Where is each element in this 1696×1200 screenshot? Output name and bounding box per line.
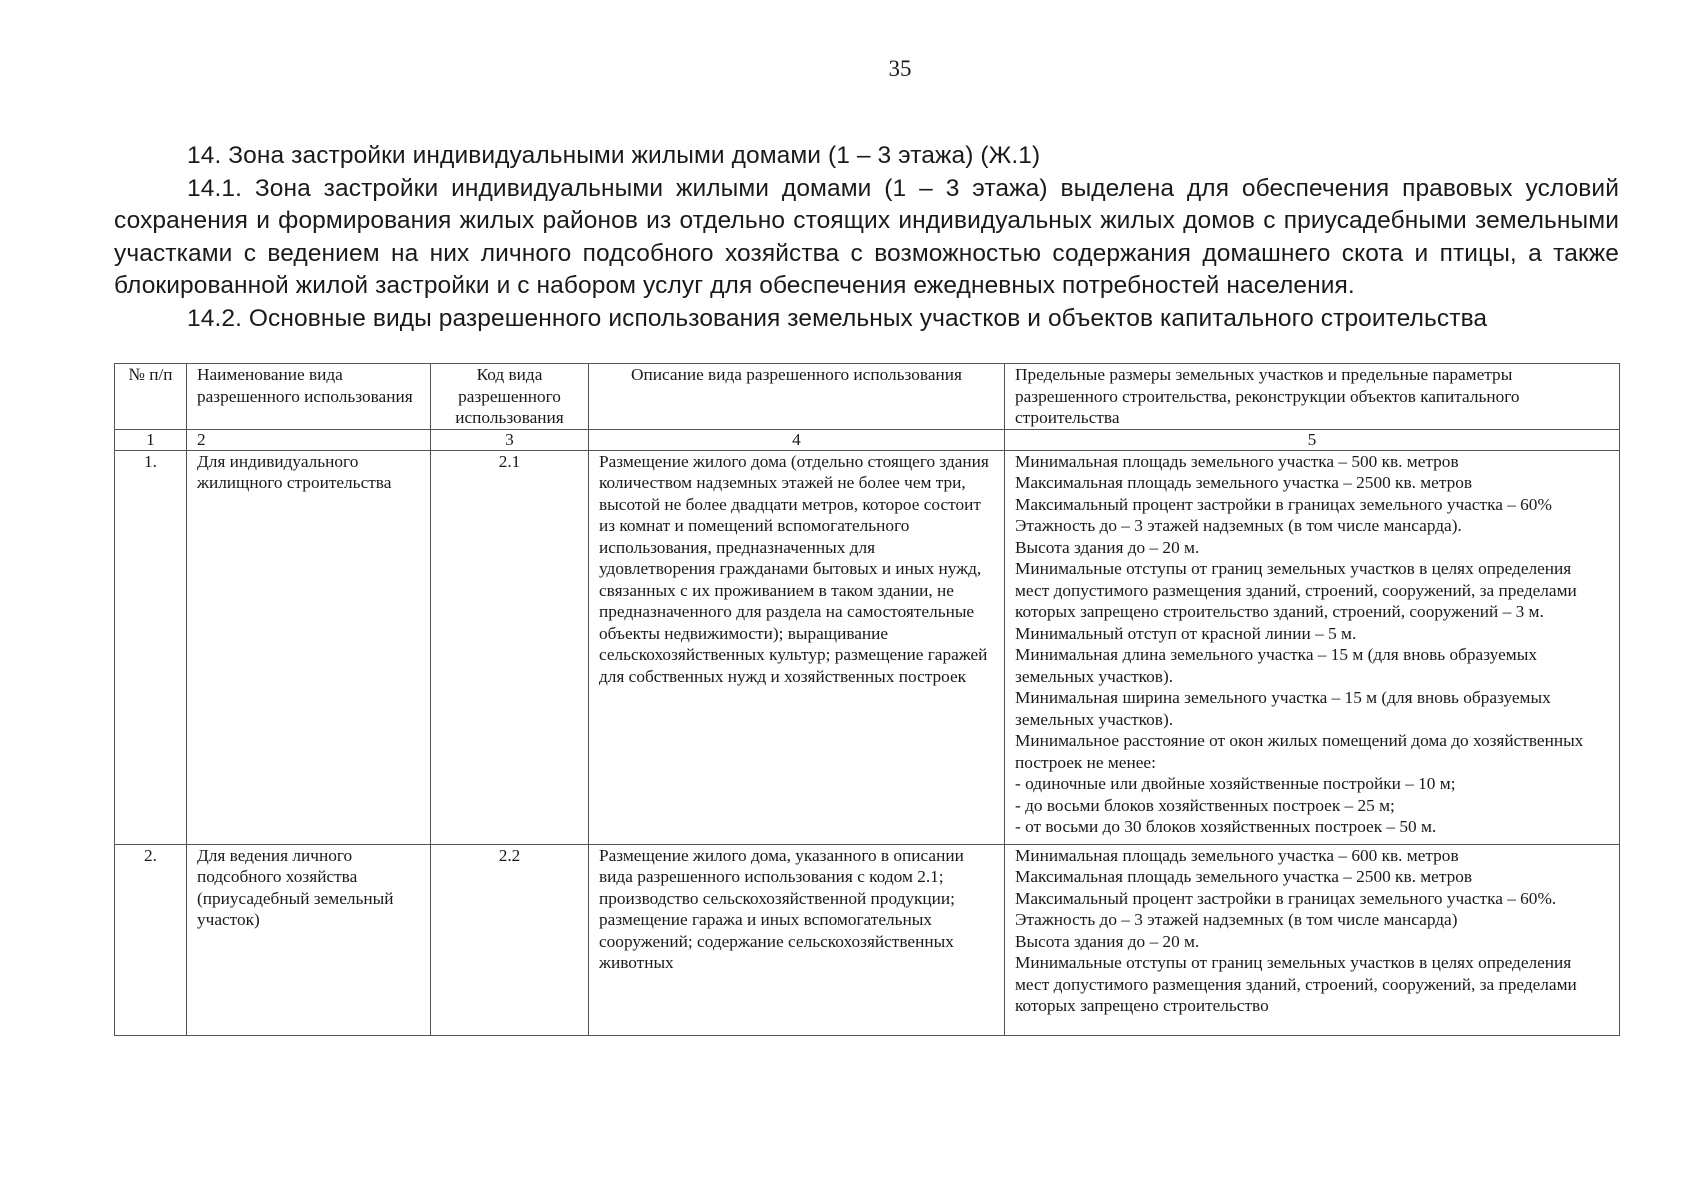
header-name: Наименование вида разрешенного использования (187, 364, 431, 430)
row-name: Для индивидуального жилищного строительства (187, 450, 431, 844)
section-paragraph: 14.1. Зона застройки индивидуальными жилыми домами (1 – 3 этажа) выделена для обеспечения правовых условий сохранения и формирования жилых районов из отдельно стоящих индивидуальных жилых домов с приусадебными земельными участками с ведением на них личного подсобного хозяйства с возможностью содержания домашнего скота и птицы, а также блокированной жилой застройки и с набором услуг для обеспечения ежедневных потребностей населения. (114, 174, 1619, 299)
section-heading: 14. Зона застройки индивидуальными жилыми домами (1 – 3 этажа) (Ж.1) (187, 142, 1041, 169)
column-number: 5 (1005, 429, 1620, 450)
row-description: Размещение жилого дома, указанного в описании вида разрешенного использования с кодом 2.1; производство сельскохозяйственной продукции; размещение гаража и иных вспомогательных сооружений; содержание сельскохозяйственных животных (589, 844, 1005, 1035)
column-number: 4 (589, 429, 1005, 450)
page-number: 35 (888, 56, 912, 81)
row-name: Для ведения личного подсобного хозяйства (приусадебный земельный участок) (187, 844, 431, 1035)
table-row (115, 450, 1620, 844)
zone-intro (114, 140, 1619, 335)
row-number: 2. (115, 844, 187, 1035)
row-code: 2.1 (431, 450, 589, 844)
row-code: 2.2 (431, 844, 589, 1035)
land-use-table (114, 363, 1620, 1036)
row-parameters: Минимальная площадь земельного участка – 500 кв. метров Максимальная площадь земельного участка – 2500 кв. метров Максимальный процент застройки в границах земельного участка – 60% Этажность до – 3 этажей надземных (в том числе мансарда). Высота здания до – 20 м. Минимальные отступы от границ земельных участков в целях определения мест допустимого размещения зданий, строений, сооружений, за пределами которых запрещено строительство зданий, строений, сооружений – 3 м. Минимальный отступ от красной линии – 5 м. Минимальная длина земельного участка – 15 м (для вновь образуемых земельных участков). Минимальная ширина земельного участка – 15 м (для вновь образуемых земельных участков). Минимальное расстояние от окон жилых помещений дома до хозяйственных построек не менее: - одиночные или двойные хозяйственные постройки – 10 м; - до восьми блоков хозяйственных построек – 25 м; - от восьми до 30 блоков хозяйственных построек – 50 м. (1005, 450, 1620, 844)
table-header-row (115, 364, 1620, 430)
row-number: 1. (115, 450, 187, 844)
header-code: Код вида разрешенного использования (431, 364, 589, 430)
header-parameters: Предельные размеры земельных участков и предельные параметры разрешенного строительства, реконструкции объектов капитального строительства (1005, 364, 1620, 430)
table-row (115, 844, 1620, 1035)
column-number-row (115, 429, 1620, 450)
column-number: 3 (431, 429, 589, 450)
row-parameters: Минимальная площадь земельного участка – 600 кв. метров Максимальная площадь земельного участка – 2500 кв. метров Максимальный процент застройки в границах земельного участка – 60%. Этажность до – 3 этажей надземных (в том числе мансарда) Высота здания до – 20 м. Минимальные отступы от границ земельных участков в целях определения мест допустимого размещения зданий, строений, сооружений, за пределами которых запрещено строительство (1005, 844, 1620, 1035)
header-number: № п/п (115, 364, 187, 430)
subsection-heading: 14.2. Основные виды разрешенного использования земельных участков и объектов капитального строительства (187, 304, 1488, 332)
column-number: 2 (187, 429, 431, 450)
row-description: Размещение жилого дома (отдельно стоящего здания количеством надземных этажей не более чем три, высотой не более двадцати метров, которое состоит из комнат и помещений вспомогательного использования, предназначенных для удовлетворения гражданами бытовых и иных нужд, связанных с их проживанием в таком здании, не предназначенного для раздела на самостоятельные объекты недвижимости); выращивание сельскохозяйственных культур; размещение гаражей для собственных нужд и хозяйственных построек (589, 450, 1005, 844)
column-number: 1 (115, 429, 187, 450)
header-description: Описание вида разрешенного использования (589, 364, 1005, 430)
